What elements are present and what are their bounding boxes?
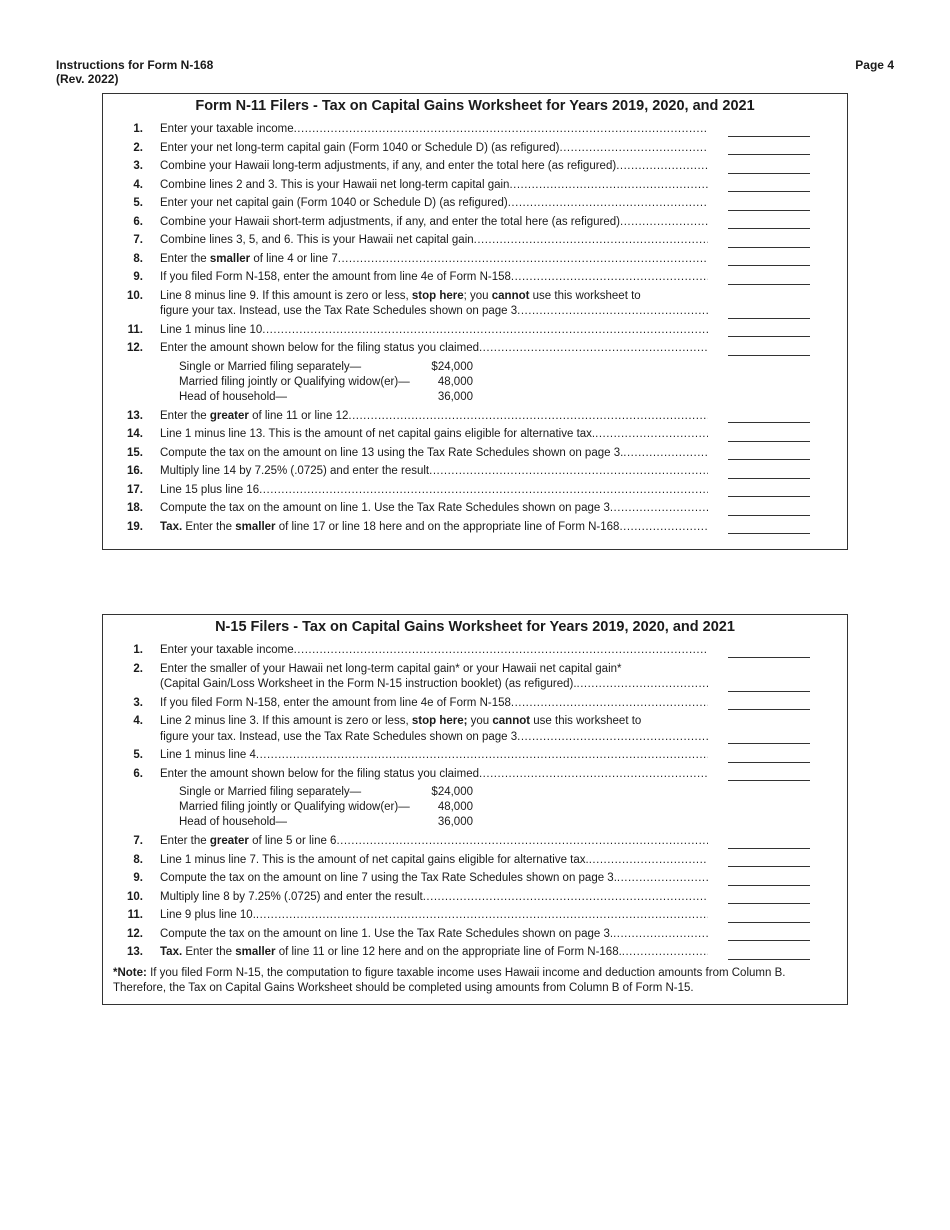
amount-field[interactable] <box>728 958 810 960</box>
amount-field[interactable] <box>728 761 810 763</box>
amount-field[interactable] <box>728 532 810 534</box>
worksheet-line: 7. Enter the greater of line 5 or line 6 ..... <box>103 833 847 852</box>
amount-field[interactable] <box>728 779 810 781</box>
amount-field[interactable] <box>728 354 810 356</box>
worksheet-line: 18. Compute the tax on the amount on line 1. Use the Tax Rate Schedules shown on page 3 ..... <box>103 500 847 519</box>
amount-field[interactable] <box>728 495 810 497</box>
worksheet-line: 10. Line 8 minus line 9. If this amount is zero or less, stop here; you cannot use this worksheet to figure your tax. Instead, use the Tax Rate Schedules shown on page 3 ..... <box>103 288 847 322</box>
n11-worksheet <box>102 93 848 550</box>
n15-worksheet <box>102 614 848 1005</box>
amount-field[interactable] <box>728 708 810 710</box>
worksheet-line: 1. Enter your taxable income ..... <box>103 121 847 140</box>
worksheet-line: 9. Compute the tax on the amount on line 7 using the Tax Rate Schedules shown on page 3. ..... <box>103 870 847 889</box>
worksheet-line: 12. Compute the tax on the amount on line 1. Use the Tax Rate Schedules shown on page 3. ..... <box>103 926 847 945</box>
form-title: Instructions for Form N-168 <box>56 58 214 72</box>
worksheet-line: 6. Combine your Hawaii short-term adjustments, if any, and enter the total here (as refigured) ..... <box>103 214 847 233</box>
worksheet-line: 5. Enter your net capital gain (Form 1040 or Schedule D) (as refigured) ..... <box>103 195 847 214</box>
amount-field[interactable] <box>728 742 810 744</box>
worksheet-line: 11. Line 1 minus line 10 ..... <box>103 322 847 341</box>
amount-field[interactable] <box>728 335 810 337</box>
worksheet-line: 13. Tax. Enter the smaller of line 11 or line 12 here and on the appropriate line of Form N-168. ..... <box>103 944 847 963</box>
amount-field[interactable] <box>728 246 810 248</box>
amount-field[interactable] <box>728 921 810 923</box>
footnote: *Note: If you filed Form N-15, the computation to figure taxable income uses Hawaii income and deduction amounts from Column B. Therefore, the Tax on Capital Gains Worksheet should be completed using amounts from Column B of Form N-15. <box>113 966 786 994</box>
amount-field[interactable] <box>728 656 810 658</box>
amount-field[interactable] <box>728 458 810 460</box>
filing-status-schedule: Single or Married filing separately— $24,000 Married filing jointly or Qualifying widow(er)— 48,000 Head of household— 36,000 <box>179 360 473 403</box>
amount-field[interactable] <box>728 865 810 867</box>
amount-field[interactable] <box>728 477 810 479</box>
worksheet-line: 7. Combine lines 3, 5, and 6. This is your Hawaii net capital gain ..... <box>103 232 847 251</box>
worksheet-line: 3. If you filed Form N-158, enter the amount from line 4e of Form N-158 ..... <box>103 695 847 714</box>
worksheet-line: 8. Line 1 minus line 7. This is the amount of net capital gains eligible for alternative tax. ..... <box>103 852 847 871</box>
worksheet-line: 16. Multiply line 14 by 7.25% (.0725) and enter the result ..... <box>103 463 847 482</box>
amount-field[interactable] <box>728 317 810 319</box>
worksheet-line: 2. Enter your net long-term capital gain (Form 1040 or Schedule D) (as refigured) ..... <box>103 140 847 159</box>
amount-field[interactable] <box>728 847 810 849</box>
worksheet-line: 11. Line 9 plus line 10. ..... <box>103 907 847 926</box>
worksheet-line: 6. Enter the amount shown below for the filing status you claimed ..... <box>103 766 847 785</box>
worksheet-line: 8. Enter the smaller of line 4 or line 7 ..... <box>103 251 847 270</box>
worksheet-line: 4. Line 2 minus line 3. If this amount is zero or less, stop here; you cannot use this worksheet to figure your tax. Instead, use the Tax Rate Schedules shown on page 3 ..... <box>103 713 847 747</box>
filing-status-schedule: Single or Married filing separately— $24,000 Married filing jointly or Qualifying widow(er)— 48,000 Head of household— 36,000 <box>179 786 473 828</box>
amount-field[interactable] <box>728 690 810 692</box>
worksheet-title: N-15 Filers - Tax on Capital Gains Worksheet for Years 2019, 2020, and 2021 <box>215 619 735 635</box>
amount-field[interactable] <box>728 135 810 137</box>
amount-field[interactable] <box>728 884 810 886</box>
amount-field[interactable] <box>728 440 810 442</box>
amount-field[interactable] <box>728 153 810 155</box>
worksheet-line: 2. Enter the smaller of your Hawaii net long-term capital gain* or your Hawaii net capital gain* (Capital Gain/Loss Worksheet in the Form N-15 instruction booklet) (as refigured). ..... <box>103 661 847 695</box>
form-revision: (Rev. 2022) <box>56 72 119 86</box>
worksheet-line: 1. Enter your taxable income ..... <box>103 642 847 661</box>
worksheet-line: 5. Line 1 minus line 4 ..... <box>103 747 847 766</box>
worksheet-line: 14. Line 1 minus line 13. This is the amount of net capital gains eligible for alternative tax. ..... <box>103 426 847 445</box>
amount-field[interactable] <box>728 227 810 229</box>
worksheet-line: 3. Combine your Hawaii long-term adjustments, if any, and enter the total here (as refigured) ..... <box>103 158 847 177</box>
worksheet-title: Form N-11 Filers - Tax on Capital Gains Worksheet for Years 2019, 2020, and 2021 <box>195 98 755 114</box>
form-header <box>56 58 213 86</box>
amount-field[interactable] <box>728 283 810 285</box>
amount-field[interactable] <box>728 421 810 423</box>
worksheet-line: 9. If you filed Form N-158, enter the amount from line 4e of Form N-158 ..... <box>103 269 847 288</box>
worksheet-line: 4. Combine lines 2 and 3. This is your Hawaii net long-term capital gain ..... <box>103 177 847 196</box>
worksheet-line: 13. Enter the greater of line 11 or line 12 ..... <box>103 408 847 427</box>
amount-field[interactable] <box>728 514 810 516</box>
amount-field[interactable] <box>728 172 810 174</box>
amount-field[interactable] <box>728 190 810 192</box>
worksheet-line: 19. Tax. Enter the smaller of line 17 or line 18 here and on the appropriate line of Form N-168 ..... <box>103 519 847 538</box>
amount-field[interactable] <box>728 264 810 266</box>
amount-field[interactable] <box>728 209 810 211</box>
worksheet-line: 15. Compute the tax on the amount on line 13 using the Tax Rate Schedules shown on page 3. ..... <box>103 445 847 464</box>
page-number: Page 4 <box>855 58 894 72</box>
worksheet-line: 10. Multiply line 8 by 7.25% (.0725) and enter the result ..... <box>103 889 847 908</box>
amount-field[interactable] <box>728 902 810 904</box>
amount-field[interactable] <box>728 939 810 941</box>
worksheet-line: 17. Line 15 plus line 16 ..... <box>103 482 847 501</box>
worksheet-line: 12. Enter the amount shown below for the filing status you claimed ..... <box>103 340 847 359</box>
